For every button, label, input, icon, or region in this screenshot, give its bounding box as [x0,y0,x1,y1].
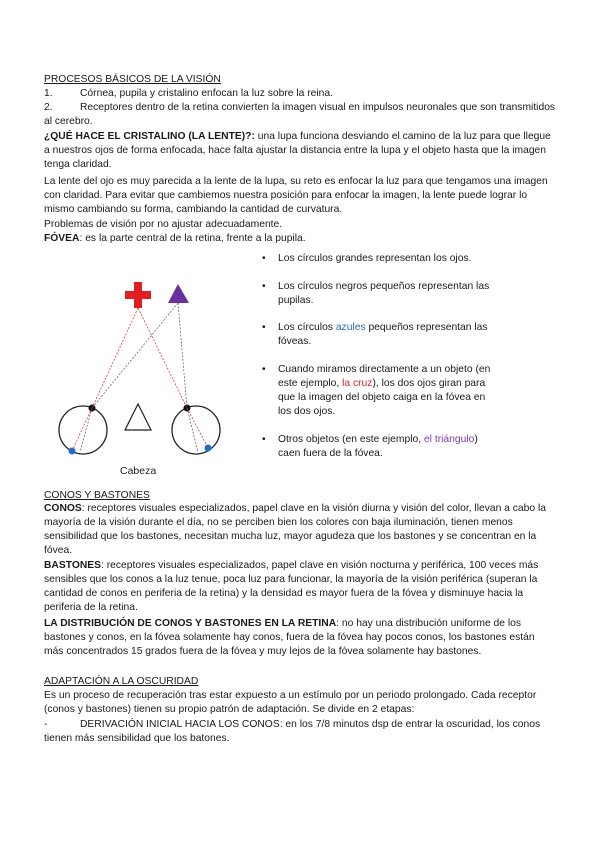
cristalino-question: ¿QUÉ HACE EL CRISTALINO (LA LENTE)?: [44,131,255,142]
highlight-cruz: la cruz [342,378,373,390]
purple-triangle-icon [168,284,189,303]
right-fovea [205,445,212,452]
list-item [44,87,556,101]
list-text: Córnea, pupila y cristalino enfocan la luz sobre la reina. [80,88,333,99]
fovea-label: FÓVEA [44,233,80,244]
conos-text: : receptores visuales especializados, papel clave en la visión diurna y visión del color, llevan a cabo la mayoría de la visión durante el día, no se perciben bien los colores con baja iluminación, tienen menos sensibilidad que los bastones, necesitan mucha luz, mayor agudeza que los bastones y se concentran en la fóvea. [44,503,546,557]
problemas-line: Problemas de visión por no ajustar adecuadamente. [44,219,283,230]
list-dash: - [44,719,48,730]
highlight-triangulo: el triángulo [423,433,475,445]
figure-caption: Cabeza [120,465,157,476]
section-title-conos: CONOS Y BASTONES [44,490,150,501]
list-item [44,101,556,129]
cristalino-paragraph [44,130,556,172]
bastones-label: BASTONES [44,560,102,571]
distribucion-paragraph [44,617,556,659]
conos-paragraph [44,502,556,558]
list-number: 1. [44,88,53,99]
distribucion-label: LA DISTRIBUCIÓN DE CONOS Y BASTONES EN LA RETINA [44,618,337,629]
list-item [44,718,556,746]
list-item [244,280,494,308]
list-item: • Otros objetos (en este ejemplo, el triángulo) caen fuera de la fóvea. [244,433,494,461]
list-item [244,252,494,266]
bastones-paragraph [44,559,556,615]
fovea-definition [44,232,556,246]
list-number: 2. [44,102,53,113]
bullet-text: Los círculos grandes representan los ojos. [278,253,472,264]
section-title-adaptacion: ADAPTACIÓN A LA OSCURIDAD [44,676,199,687]
list-item: • Cuando miramos directamente a un objeto (en este ejemplo, la cruz), los dos ojos giran para que la imagen del objeto caiga en la fóvea en los dos ojos. [244,363,494,419]
nose-triangle-icon [125,404,151,430]
lente-paragraph: La lente del ojo es muy parecida a la lente de la lupa, su reto es enfocar la luz para que tengamos una imagen con claridad. Para evitar que cambiemos nuestra posición para enfocar la imagen, la lente puede lograr lo mismo cambiando su forma, cambiando la cantidad de curvatura. [44,176,548,216]
list-text: DERIVACIÓN INICIAL HACIA LOS CONOS: en los 7/8 minutos dsp de entrar la oscuridad, los conos tienen más sensibilidad que los batones. [44,719,541,745]
left-eye [59,406,107,454]
right-eye [172,406,220,454]
list-text: Receptores dentro de la retina convierten la imagen visual en impulsos neuronales que son transmitidos al cerebro. [44,102,556,128]
cross-icon [125,282,151,308]
section-title-procesos: PROCESOS BÁSICOS DE LA VISIÓN [44,74,221,85]
bastones-text: : receptores visuales especializados, papel clave en visión nocturna y periférica, 100 veces más sensibles que los conos a la luz tenue, poca luz para funcionar, la mayoría de la visión periférica (superan la cantidad de conos en periferia de la retina) y la densidad es mayor fuera de la fóvea y disminuye hacia la periferia de la retina. [44,560,539,614]
list-item: • Los círculos azules pequeños representan las fóveas. [244,321,494,349]
figure-bullets [244,252,494,475]
cristalino-answer: una lupa funciona desviando el camino de la luz para que llegue a nuestros ojos de forma enfocada, hace falta ajustar la distancia entre la lupa y el objeto hasta que la imagen tenga claridad. [44,131,551,171]
conos-label: CONOS [44,503,82,514]
bullet-text: Los círculos negros pequeños representan las pupilas. [278,280,490,306]
adaptacion-paragraph: Es un proceso de recuperación tras estar expuesto a un estímulo por un periodo prolongado. Cada receptor (conos y bastones) tienen su propio patrón de adaptación. Se divide en 2 etapas: [44,690,537,716]
fovea-text: : es la parte central de la retina, frente a la pupila. [79,233,306,244]
highlight-azules: azules [335,322,366,334]
eyes-diagram [50,276,230,476]
distribucion-text: : no hay una distribución uniforme de los bastones y conos, en la fóvea solamente hay conos, fuera de la fóvea hay pocos conos, los bastones están más concentrados 15 grados fuera de la fóvea y muy lejos de la fóvea solamente hay bastones. [44,618,535,658]
